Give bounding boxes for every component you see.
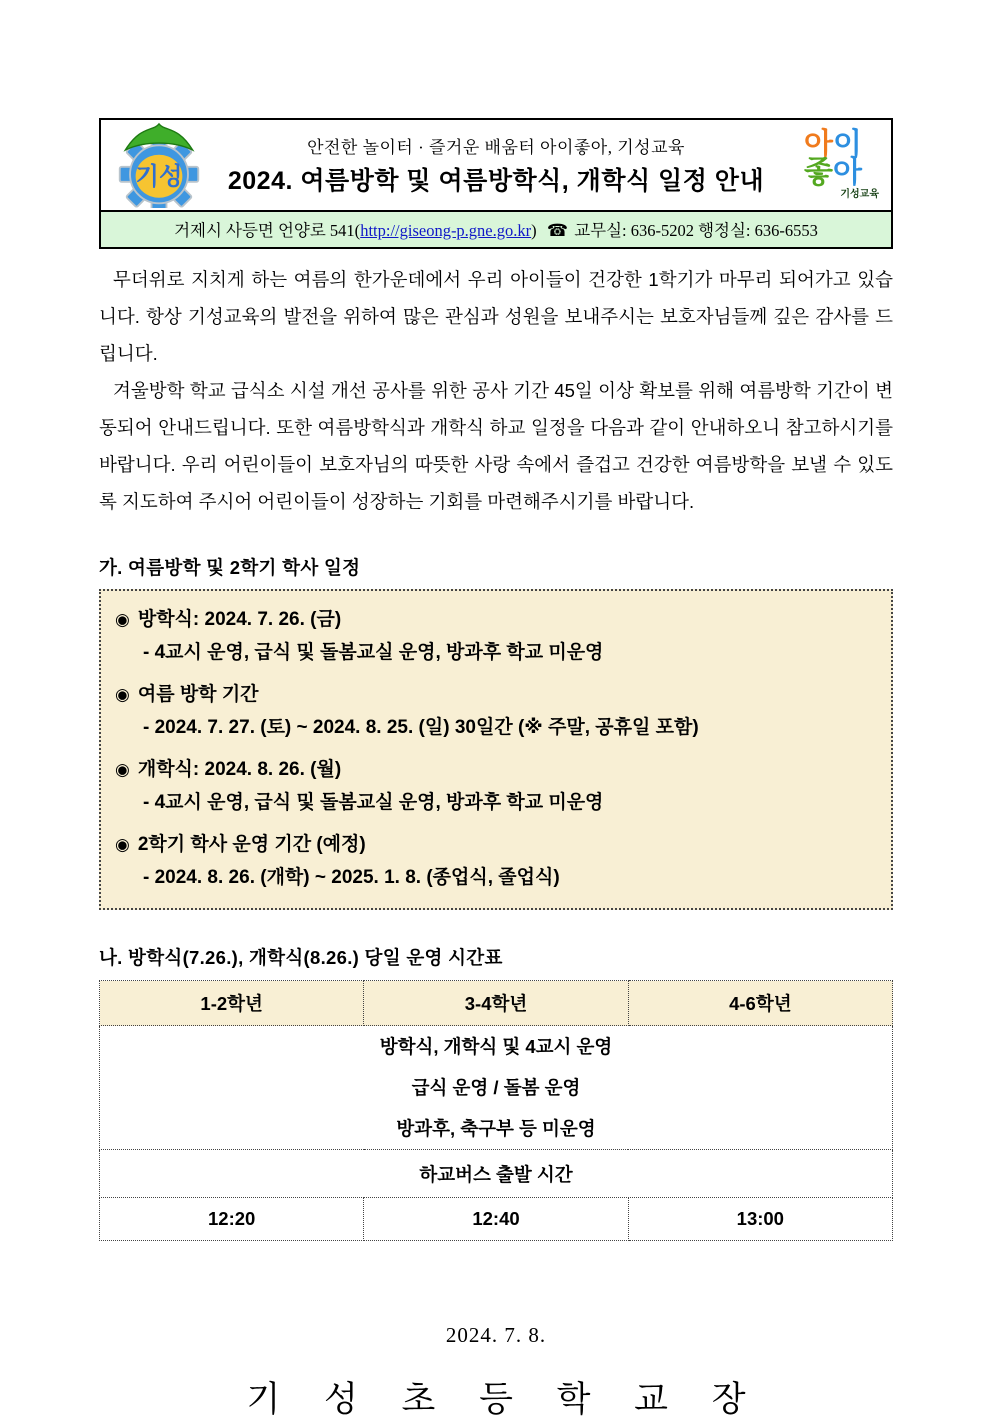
table-header-row <box>100 981 893 1026</box>
schedule-item-detail: - 4교시 운영, 급식 및 돌봄교실 운영, 방과후 학교 미운영 <box>143 792 604 813</box>
operation-line-1: 방학식, 개학식 및 4교시 운영 <box>379 1036 613 1057</box>
aijoa-logo-icon <box>781 127 885 200</box>
fisheye-bullet-icon: ◉ <box>115 685 130 704</box>
schedule-item <box>115 603 877 669</box>
principal-signature: 기 성 초 등 학 교 장 <box>246 1380 763 1419</box>
vacation-schedule-box <box>99 589 893 910</box>
svg-text:기성: 기성 <box>135 163 183 191</box>
operations-row <box>100 1026 893 1150</box>
document-page <box>99 0 893 1422</box>
intro-paragraph-2: 겨울방학 학교 급식소 시설 개선 공사를 위한 공사 기간 45일 이상 확보를 위해 여름방학 기간이 변동되어 안내드립니다. 또한 여름방학식과 개학식 하교 일정을 다음과 같이 안내하오니 참고하시기를 바랍니다. 우리 어린이들이 보호자님의 따뜻한 사랑 속에서 즐겁고 건강한 여름방학을 보낼 수 있도록 지도하여 주시어 어린이들이 성장하는 기회를 마련해주시기를 바랍니다. <box>99 380 893 512</box>
column-header-grade-1-2: 1-2학년 <box>100 981 364 1026</box>
schedule-item-detail: - 4교시 운영, 급식 및 돌봄교실 운영, 방과후 학교 미운영 <box>143 642 604 663</box>
school-website-link[interactable]: http://giseong-p.gne.go.kr <box>360 221 532 240</box>
fisheye-bullet-icon: ◉ <box>115 760 130 779</box>
phone-icon: ☎ <box>546 221 569 240</box>
fisheye-bullet-icon: ◉ <box>115 610 130 629</box>
column-header-grade-4-6: 4-6학년 <box>628 981 892 1026</box>
school-logo-icon <box>107 122 211 208</box>
bus-time-grade-1-2: 12:20 <box>100 1198 364 1241</box>
school-slogan: 안전한 놀이터 · 즐거운 배움터 아이좋아, 기성교육 <box>307 138 685 158</box>
masthead-center <box>211 133 781 197</box>
logo-char-jo: 좋 <box>804 156 833 190</box>
column-header-grade-3-4: 3-4학년 <box>364 981 628 1026</box>
schedule-item <box>115 678 877 744</box>
fisheye-bullet-icon: ◉ <box>115 835 130 854</box>
address-bar <box>101 210 891 247</box>
schedule-item-title: 방학식: 2024. 7. 26. (금) <box>137 609 342 630</box>
bus-label-row <box>100 1150 893 1198</box>
page-title: 2024. 여름방학 및 여름방학식, 개학식 일정 안내 <box>227 166 765 195</box>
logo-char-a2: 아 <box>833 156 862 190</box>
address-text: 거제시 사등면 언양로 541( <box>174 221 361 240</box>
phone-numbers: 교무실: 636-5202 행정실: 636-6553 <box>574 221 818 240</box>
logo-char-a1: 아 <box>804 127 833 161</box>
schedule-item <box>115 753 877 819</box>
intro-section <box>99 261 893 520</box>
bus-departure-label: 하교버스 출발 시간 <box>100 1150 893 1198</box>
schedule-item-detail: - 2024. 7. 27. (토) ~ 2024. 8. 25. (일) 30일간 (※ 주말, 공휴일 포함) <box>143 717 699 738</box>
logo-char-i: 이 <box>833 127 862 161</box>
bus-time-grade-4-6: 13:00 <box>628 1198 892 1241</box>
document-date: 2024. 7. 8. <box>445 1323 547 1347</box>
masthead-top <box>101 120 891 210</box>
section-b-heading: 나. 방학식(7.26.), 개학식(8.26.) 당일 운영 시간표 <box>99 947 503 968</box>
dismissal-timetable <box>99 980 893 1241</box>
schedule-item-title: 2학기 학사 운영 기간 (예정) <box>137 834 366 855</box>
bus-times-row <box>100 1198 893 1241</box>
section-a-heading: 가. 여름방학 및 2학기 학사 일정 <box>99 557 361 578</box>
schedule-item <box>115 828 877 894</box>
schedule-item-title: 개학식: 2024. 8. 26. (월) <box>137 759 342 780</box>
schedule-item-title: 여름 방학 기간 <box>137 684 259 705</box>
address-close-paren: ) <box>531 221 537 240</box>
intro-paragraph-1: 무더위로 지치게 하는 여름의 한가운데에서 우리 아이들이 건강한 1학기가 마무리 되어가고 있습니다. 항상 기성교육의 발전을 위하여 많은 관심과 성원을 보내주시는 보호자님들께 깊은 감사를 드립니다. <box>99 269 893 364</box>
masthead <box>99 118 893 249</box>
operation-line-2: 급식 운영 / 돌봄 운영 <box>411 1077 581 1098</box>
schedule-item-detail: - 2024. 8. 26. (개학) ~ 2025. 1. 8. (종업식, 졸업식) <box>143 867 560 888</box>
operation-line-3: 방과후, 축구부 등 미운영 <box>396 1118 596 1139</box>
bus-time-grade-3-4: 12:40 <box>364 1198 628 1241</box>
logo-brand-label: 기성교육 <box>840 188 879 200</box>
